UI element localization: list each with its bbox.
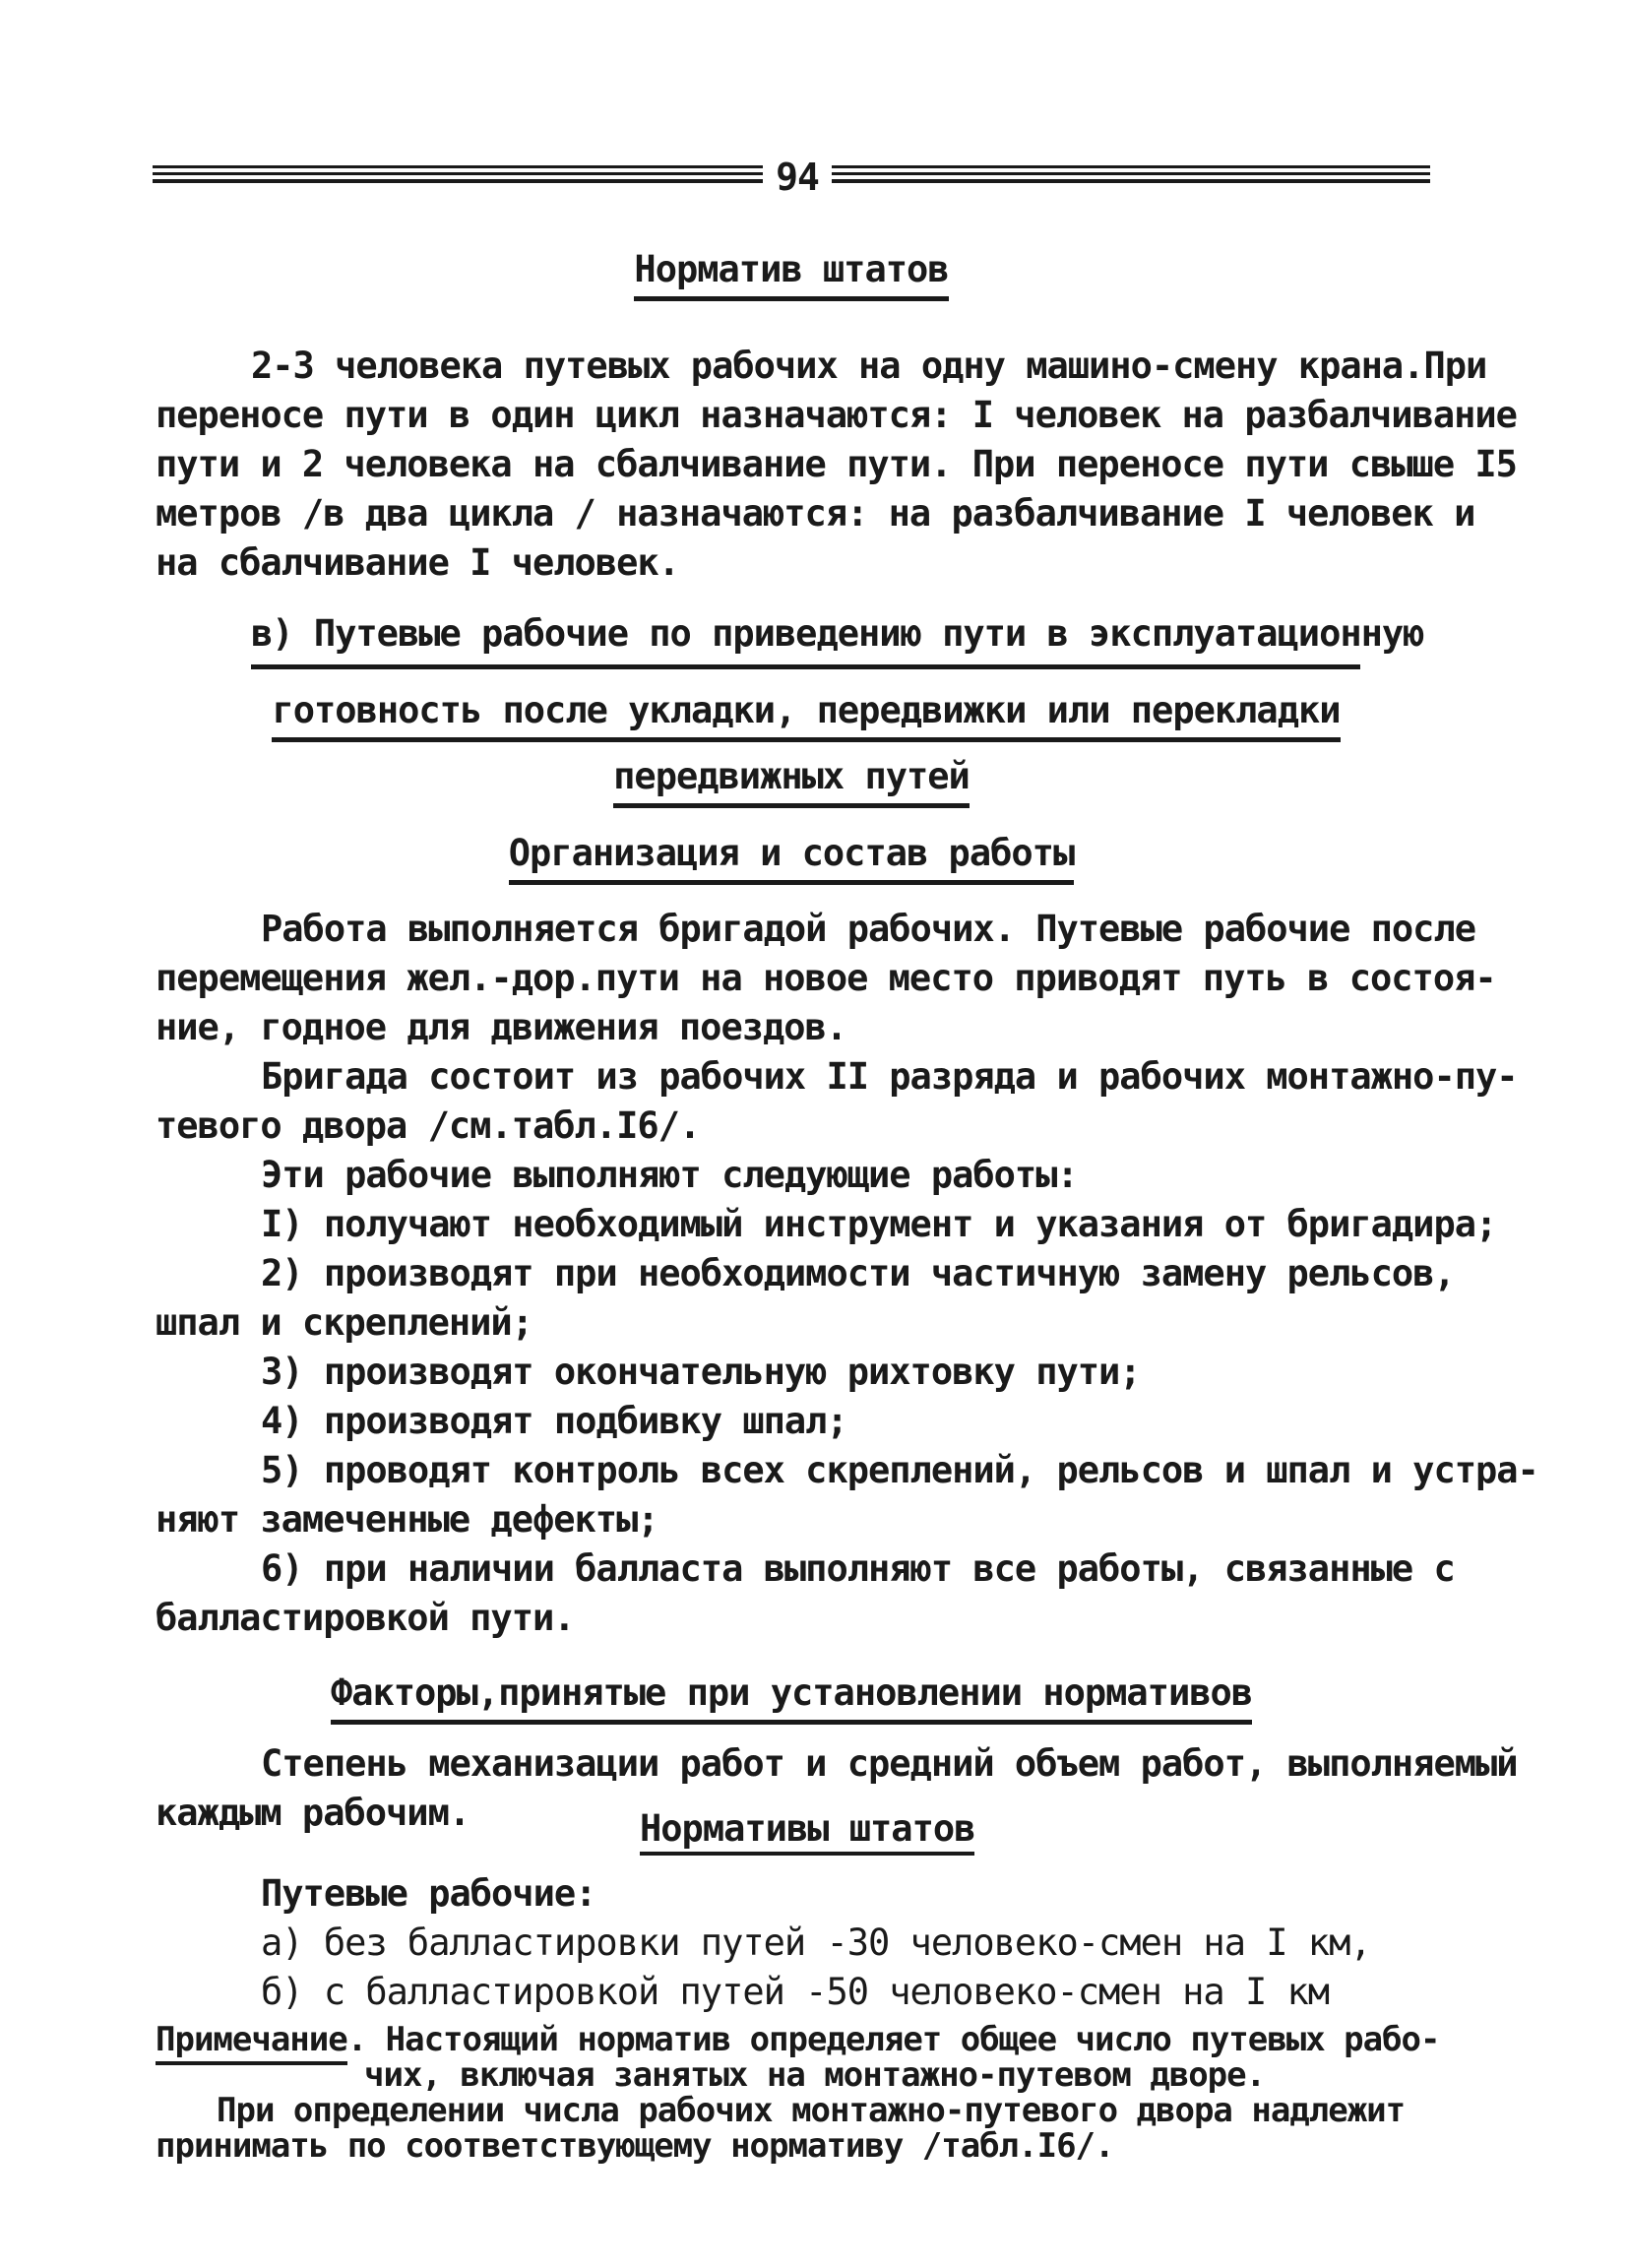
norms2-title: Нормативы штатов [640, 1807, 974, 1850]
org-line-1: Работа выполняется бригадой рабочих. Путевые рабочие после [261, 908, 1476, 950]
work-item-6-cont: балластировкой пути. [156, 1597, 575, 1639]
factors-line-1: Степень механизации работ и средний объем работ, выполняемый [261, 1742, 1518, 1785]
section-norms-title: Норматив штатов [153, 248, 1430, 301]
org-line-5: тевого двора /см.табл.I6/. [156, 1104, 701, 1147]
org-line-4: Бригада состоит из рабочих II разряда и рабочих монтажно-пу- [261, 1055, 1518, 1098]
work-item-3: 3) производят окончательную рихтовку пути; [261, 1351, 1141, 1393]
note-line-1: Примечание. Настоящий норматив определяет общее число путевых рабо- [156, 2020, 1479, 2059]
org-line-3: ние, годное для движения поездов. [156, 1006, 847, 1048]
org-line-2: перемещения жел.-дор.пути на новое место приводят путь в состоя- [156, 957, 1496, 999]
note-line-2: чих, включая занятых на монтажно-путевом дворе. [364, 2055, 1266, 2095]
work-item-2-cont: шпал и скреплений; [156, 1301, 532, 1344]
work-item-6: 6) при наличии балласта выполняют все работы, связанные с [261, 1547, 1455, 1590]
header-rule-left [153, 165, 763, 185]
norms-line-1: 2-3 человека путевых рабочих на одну машино-смену крана.При [251, 345, 1487, 387]
norms-line-5: на сбалчивание I человек. [156, 541, 679, 584]
section-b-title-3: передвижных путей [153, 755, 1430, 808]
work-item-5: 5) проводят контроль всех скреплений, рельсов и шпал и устра- [261, 1449, 1538, 1491]
header-rule-right [832, 165, 1430, 185]
section-b-title-2: готовность после укладки, передвижки или перекладки [153, 689, 1460, 742]
note-line-3: При определении числа рабочих монтажно-путевого двора надлежит [217, 2091, 1406, 2130]
work-item-4: 4) производят подбивку шпал; [261, 1400, 847, 1442]
page-number: 94 [776, 156, 819, 199]
org-title: Организация и состав работы [153, 832, 1430, 885]
norm-b: б) с балластировкой путей -50 человеко-смен на I км [261, 1971, 1330, 2013]
page-header [153, 156, 1430, 199]
note-line-4: принимать по соответствующему нормативу /табл.I6/. [156, 2126, 1114, 2166]
work-item-5-cont: няют замеченные дефекты; [156, 1498, 658, 1541]
norm-a: а) без балластировки путей -30 человеко-смен на I км, [261, 1922, 1371, 1964]
work-item-1: I) получают необходимый инструмент и указания от бригадира; [261, 1203, 1497, 1245]
norms-line-3: пути и 2 человека на сбалчивание пути. При переносе пути свыше I5 [156, 443, 1517, 485]
section-b-title-1: в) Путевые рабочие по приведению пути в эксплуатационную [251, 612, 1360, 669]
factors-title: Факторы,принятые при установлении нормативов [153, 1671, 1430, 1725]
org-line-6: Эти рабочие выполняют следующие работы: [261, 1154, 1078, 1196]
note-label: Примечание [156, 2020, 347, 2065]
norms-line-2: переносе пути в один цикл назначаются: I человек на разбалчивание [156, 394, 1517, 436]
work-item-2: 2) производят при необходимости частичную замену рельсов, [261, 1252, 1455, 1294]
workers-label: Путевые рабочие: [261, 1872, 596, 1915]
factors-line-2: каждым рабочим. [156, 1792, 470, 1834]
norms-line-4: метров /в два цикла / назначаются: на разбалчивание I человек и [156, 492, 1475, 535]
